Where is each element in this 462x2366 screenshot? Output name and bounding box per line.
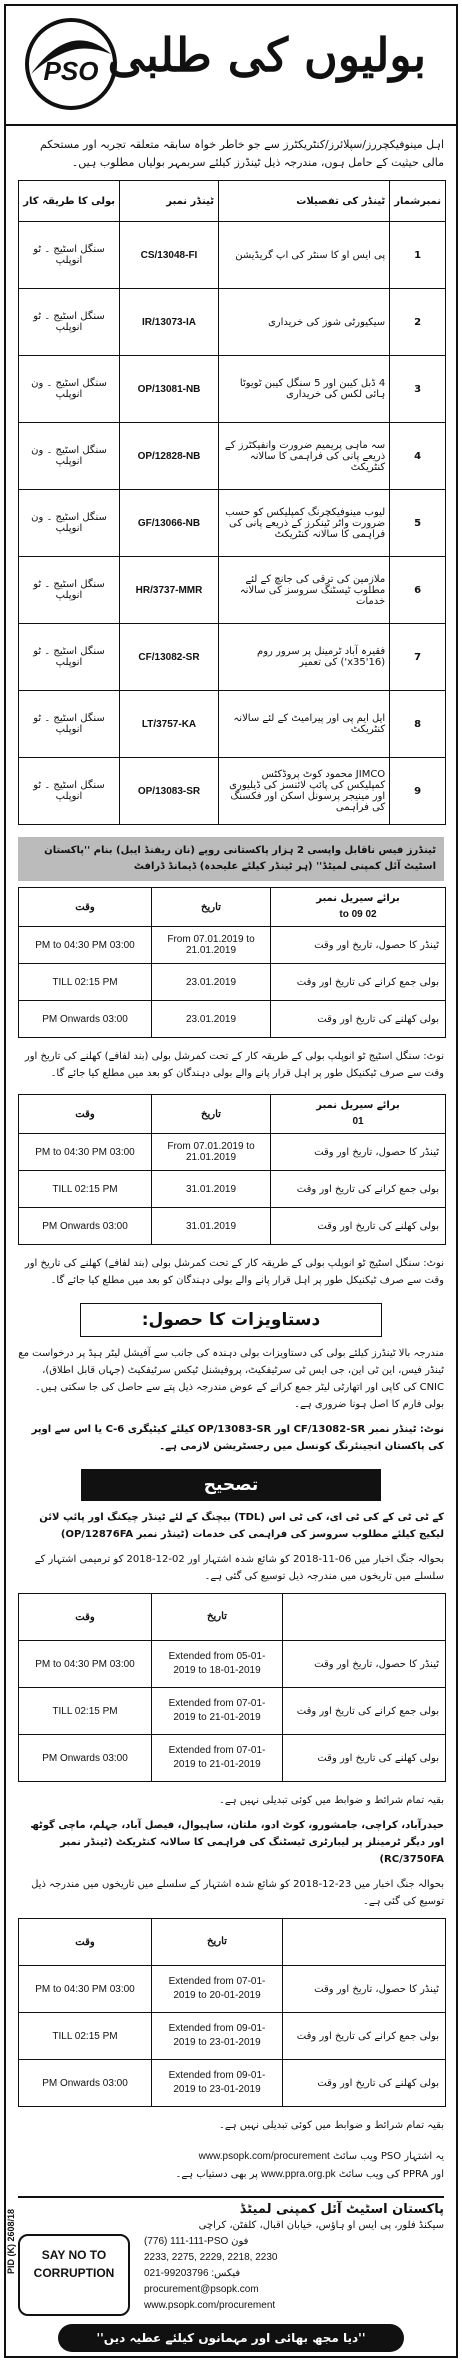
schedule-date: Extended from 05-01-2019 to 18-01-2019	[152, 1641, 283, 1688]
tender-desc: لیوب مینوفیکچرنگ کمپلیکس کو حسب ضرورت واٹر ٹینکرز کے ذریعے پانی کی فراہمی کا سالانہ کنٹریکٹ	[219, 490, 390, 557]
tender-sr: 7	[390, 624, 446, 691]
correction-note-2: بقیہ تمام شرائط و ضوابط میں کوئی تبدیلی نہیں ہے۔	[219, 2120, 444, 2131]
schedule-label: بولی کھلنے کی تاریخ اور وقت	[271, 1001, 446, 1038]
schedule-a	[18, 887, 446, 1038]
serial-value: 02 to 09	[339, 909, 377, 920]
footer-slogan: ''دیا مجھ بھائی اور مہمانوں کیلئے عطیہ دیں''	[58, 2324, 404, 2352]
tender-notice	[4, 4, 458, 2358]
footer	[6, 2196, 444, 2358]
correction-title: تصحیح	[81, 1469, 381, 1501]
schedule-row	[19, 1134, 446, 1171]
col-sr: نمبرشمار	[390, 181, 446, 222]
schedule-row	[19, 1641, 446, 1688]
schedule-date: From 07.01.2019 to 21.01.2019	[152, 927, 271, 964]
schedule-a-note: نوٹ: سنگل اسٹیج ٹو انوپلپ بولی کے طریقہ کار کے تحت کمرشل بولی (بند لفافے) کھلنے کی تاریخ اور وقت سے صرف ٹیکنیکل طور پر اہل قرار پانے والے بولی دہندگان کو بعد میں مطلع کیا جائے گا۔	[24, 1051, 444, 1079]
schedule-row	[19, 1001, 446, 1038]
tender-procedure: سنگل اسٹیج ۔ ٹو انوپلپ	[19, 557, 120, 624]
tender-number: GF/13066-NB	[120, 490, 219, 557]
correction-schedule-1	[18, 1593, 446, 1782]
correction-para-1-sub: بحوالہ جنگ اخبار میں 06-11-2018 کو شائع شدہ اشتہار اور 02-12-2018 کو ترمیمی اشتہار کے سلسلے میں تاریخوں میں مندرجہ ذیل توسیع کی گئی ہے۔	[34, 1554, 444, 1582]
serial-label: برائے سیریل نمبر	[316, 1100, 400, 1111]
tender-number: LT/3757-KA	[120, 691, 219, 758]
schedule-row	[19, 964, 446, 1001]
tender-desc: فقیرہ آباد ٹرمینل پر سرور روم (16'x35') کی تعمیر	[219, 624, 390, 691]
table-row	[19, 557, 446, 624]
tender-desc: پی ایس او کا سنٹر کی اپ گریڈیشن	[219, 222, 390, 289]
schedule-label: ٹینڈر کا حصول، تاریخ اور وقت	[283, 1641, 446, 1688]
schedule-time: 03:00 PM to 04:30 PM	[19, 927, 152, 964]
tender-desc: ملازمین کی ترقی کی جانچ کے لئے مطلوب ٹیسٹنگ سروسز کی سالانہ خدمات	[219, 557, 390, 624]
web-line2-suffix: پر بھی دستیاب ہے۔	[175, 2169, 258, 2180]
schedule-label: بولی جمع کرانے کی تاریخ اور وقت	[283, 2013, 446, 2060]
tender-procedure: سنگل اسٹیج ۔ ٹو انوپلپ	[19, 222, 120, 289]
tender-sr: 1	[390, 222, 446, 289]
tender-sr: 3	[390, 356, 446, 423]
schedule-label: بولی جمع کرانے کی تاریخ اور وقت	[283, 1688, 446, 1735]
table-row	[19, 222, 446, 289]
correction-para-2: حیدرآباد، کراچی، جامشورو، کوٹ ادو، ملتان، ساہیوال، فیصل آباد، جہلم، ماچی گوٹھ اور دیگر ٹرمینلز پر لیبارٹری ٹیسٹنگ کی فراہمی کا سالانہ کنٹریکٹ (ٹینڈر نمبر RC/3750FA)	[30, 1820, 444, 1865]
tender-number: OP/13083-SR	[120, 758, 219, 825]
tender-desc: سہ ماہی پریمیم ضرورت وانفیکٹرز کے ذریعے پانی کی فراہمی کا سالانہ کنٹریکٹ	[219, 423, 390, 490]
corr1-time-head: وقت	[19, 1594, 152, 1641]
schedule-label: بولی جمع کرانے کی تاریخ اور وقت	[271, 964, 446, 1001]
schedule-row	[19, 1735, 446, 1782]
company-name: پاکستان اسٹیٹ آئل کمپنی لمیٹڈ	[239, 2202, 444, 2217]
tender-table	[18, 180, 446, 825]
tender-desc: سیکیورٹی شوز کی خریداری	[219, 289, 390, 356]
schedule-row	[19, 1688, 446, 1735]
corr2-label-head	[283, 1919, 446, 1966]
tender-number: HR/3737-MMR	[120, 557, 219, 624]
schedule-a-time-head: وقت	[19, 888, 152, 927]
schedule-date: 31.01.2019	[152, 1171, 271, 1208]
tender-number: IR/13073-IA	[120, 289, 219, 356]
schedule-time: 03:00 PM to 04:30 PM	[19, 1966, 152, 2013]
svg-text:PSO: PSO	[43, 56, 99, 86]
schedule-row	[19, 1208, 446, 1245]
correction-note-1: بقیہ تمام شرائط و ضوابط میں کوئی تبدیلی نہیں ہے۔	[219, 1795, 444, 1806]
tender-number: CF/13082-SR	[120, 624, 219, 691]
schedule-row	[19, 2013, 446, 2060]
schedule-label: ٹینڈر کا حصول، تاریخ اور وقت	[271, 1134, 446, 1171]
tender-procedure: سنگل اسٹیج ۔ ٹو انوپلپ	[19, 289, 120, 356]
schedule-date: Extended from 09-01-2019 to 23-01-2019	[152, 2060, 283, 2107]
header	[6, 6, 456, 126]
schedule-row	[19, 927, 446, 964]
schedule-time: 03:00 PM to 04:30 PM	[19, 1134, 152, 1171]
web-link-pso[interactable]: www.psopk.com/procurement	[198, 2151, 330, 2162]
schedule-date: Extended from 07-01-2019 to 20-01-2019	[152, 1966, 283, 2013]
schedule-date: Extended from 09-01-2019 to 23-01-2019	[152, 2013, 283, 2060]
schedule-time: 03:00 PM to 04:30 PM	[19, 1641, 152, 1688]
tender-number: CS/13048-FI	[120, 222, 219, 289]
tender-desc: JIMCO محمود کوٹ پروڈکٹس کمپلیکس کی پائپ لائنسز کی ڈیلیوری اور مینیجر پرسونل اسکن اور فکسنگ کی فراہمی	[219, 758, 390, 825]
page-title: بولیوں کی طلبی	[107, 28, 426, 82]
pid-number: PID (K) 2608/18	[6, 2208, 16, 2274]
schedule-date: Extended from 07-01-2019 to 21-01-2019	[152, 1688, 283, 1735]
schedule-time: TILL 02:15 PM	[19, 1688, 152, 1735]
schedule-date: 23.01.2019	[152, 1001, 271, 1038]
correction-para-1: کے ٹی ٹی کے کی ٹی ای، کی ٹی اس (TDL) بیچنگ کے لئے ٹینڈر چیکنگ اور پائپ لائن لیکیج کیلئے مطلوب سروسز کی فراہمی کی خدمات (ٹینڈر نمبر OP/12876FA)	[39, 1512, 444, 1540]
schedule-row	[19, 1966, 446, 2013]
company-contact	[144, 2202, 444, 2314]
company-website[interactable]: www.psopk.com/procurement	[144, 2300, 276, 2311]
documents-text: مندرجہ بالا ٹینڈرز کیلئے بولی کی دستاویزات بولی دہندہ کی جانب سے آفیشل لیٹر ہیڈ پر درخواست مع ٹینڈر فیس، این ٹی این، جی ایس ٹی سرٹیفکیٹ، پروفیشنل ٹیکس سرٹیفکیٹ (جہاں قابل اطلاق)، CNIC کی کاپی اور اتھارٹی لیٹر جمع کرانے کے عوض مندرجہ ذیل پتے سے حاصل کی جا سکتی ہیں۔ بولی فارم کا اصل ہونا ضروری ہے۔	[18, 1348, 444, 1410]
schedule-a-date-head: تاریخ	[152, 888, 271, 927]
schedule-label: ٹینڈر کا حصول، تاریخ اور وقت	[271, 927, 446, 964]
schedule-time: 03:00 PM Onwards	[19, 1735, 152, 1782]
table-row	[19, 691, 446, 758]
tender-number: OP/12828-NB	[120, 423, 219, 490]
tender-number: OP/13081-NB	[120, 356, 219, 423]
schedule-label: ٹینڈر کا حصول، تاریخ اور وقت	[283, 1966, 446, 2013]
col-procedure: بولی کا طریقہ کار	[19, 181, 120, 222]
web-link-ppra[interactable]: www.ppra.org.pk	[261, 2169, 336, 2180]
schedule-date: From 07.01.2019 to 21.01.2019	[152, 1134, 271, 1171]
tender-sr: 5	[390, 490, 446, 557]
schedule-label: بولی کھلنے کی تاریخ اور وقت	[271, 1208, 446, 1245]
tender-procedure: سنگل اسٹیج ۔ ون انوپلپ	[19, 423, 120, 490]
tender-sr: 8	[390, 691, 446, 758]
schedule-time: TILL 02:15 PM	[19, 2013, 152, 2060]
schedule-time: TILL 02:15 PM	[19, 964, 152, 1001]
website-note	[18, 2148, 444, 2184]
tender-sr: 4	[390, 423, 446, 490]
table-row	[19, 624, 446, 691]
schedule-a-serial	[271, 888, 446, 927]
schedule-b-note: نوٹ: سنگل اسٹیج ٹو انوپلپ بولی کے طریقہ کار کے تحت کمرشل بولی (بند لفافے) کھلنے کی تاریخ اور وقت سے صرف ٹیکنیکل طور پر اہل قرار پانے والے بولی دہندگان کو بعد میں مطلع کیا جائے گا۔	[24, 1258, 444, 1286]
schedule-b-date-head: تاریخ	[152, 1095, 271, 1134]
serial-value: 01	[352, 1116, 364, 1127]
tender-procedure: سنگل اسٹیج ۔ ٹو انوپلپ	[19, 758, 120, 825]
schedule-b-time-head: وقت	[19, 1095, 152, 1134]
web-line2-text: اور PPRA کی ویب سائٹ	[338, 2169, 444, 2180]
intro-text: اہل مینوفیکچررز/سپلائرز/کنٹریکٹرز سے جو خاطر خواہ سابقہ متعلقہ تجربہ اور مستحکم مالی حیثیت کے حامل ہوں، مندرجہ ذیل ٹینڈرز کیلئے سربمہر بولیاں مطلوب ہیں۔	[39, 138, 444, 169]
corr1-label-head	[283, 1594, 446, 1641]
company-phone-ext: 2233, 2275, 2229, 2218, 2230	[144, 2252, 278, 2263]
table-row	[19, 423, 446, 490]
schedule-label: بولی کھلنے کی تاریخ اور وقت	[283, 2060, 446, 2107]
serial-label: برائے سیریل نمبر	[316, 893, 400, 904]
tender-sr: 9	[390, 758, 446, 825]
schedule-label: بولی کھلنے کی تاریخ اور وقت	[283, 1735, 446, 1782]
schedule-date: 31.01.2019	[152, 1208, 271, 1245]
schedule-row	[19, 1171, 446, 1208]
col-tender-no: ٹینڈر نمبر	[120, 181, 219, 222]
schedule-time: 03:00 PM Onwards	[19, 2060, 152, 2107]
company-phone: (776) 111-111-PSO فون	[144, 2236, 249, 2247]
tender-desc: ایل ایم پی اور پیرامیٹ کے لئے سالانہ کنٹریکٹ	[219, 691, 390, 758]
schedule-date: 23.01.2019	[152, 964, 271, 1001]
schedule-time: 03:00 PM Onwards	[19, 1208, 152, 1245]
corr2-time-head: وقت	[19, 1919, 152, 1966]
correction-schedule-2	[18, 1918, 446, 2107]
schedule-b-serial	[271, 1095, 446, 1134]
table-row	[19, 356, 446, 423]
schedule-row	[19, 2060, 446, 2107]
say-no-to-corruption-badge: SAY NO TO CORRUPTION	[18, 2234, 130, 2316]
web-line1-text: یہ اشتہار PSO ویب سائٹ	[333, 2151, 444, 2162]
tender-procedure: سنگل اسٹیج ۔ ون انوپلپ	[19, 490, 120, 557]
documents-title: دستاویزات کا حصول:	[80, 1303, 382, 1337]
corr2-date-head: تاریخ	[152, 1919, 283, 1966]
table-row	[19, 490, 446, 557]
tender-desc: 4 ڈبل کیبن اور 5 سنگل کیبن ٹویوٹا ہائی لکس کی خریداری	[219, 356, 390, 423]
schedule-time: 03:00 PM Onwards	[19, 1001, 152, 1038]
table-row	[19, 758, 446, 825]
tender-sr: 2	[390, 289, 446, 356]
company-email[interactable]: procurement@psopk.com	[144, 2284, 259, 2295]
table-row	[19, 289, 446, 356]
correction-para-2-sub: بحوالہ جنگ اخبار میں 23-12-2018 کو شائع شدہ اشتہار کے سلسلے میں تاریخوں میں مندرجہ ذیل توسیع کی گئی ہے۔	[31, 1879, 444, 1907]
schedule-date: Extended from 07-01-2019 to 21-01-2019	[152, 1735, 283, 1782]
schedule-label: بولی جمع کرانے کی تاریخ اور وقت	[271, 1171, 446, 1208]
tender-sr: 6	[390, 557, 446, 624]
company-address: سیکنڈ فلور، پی ایس او ہاؤس، خیابان اقبال، کلفٹن، کراچی	[198, 2220, 444, 2231]
documents-note: نوٹ: ٹینڈر نمبر CF/13082-SR اور OP/13083-SR کیلئے کیٹیگری C-6 یا اس سے اوپر کی پاکستان انجینئرنگ کونسل میں رجسٹریشن لازمی ہے۔	[31, 1424, 444, 1452]
schedule-b	[18, 1094, 446, 1245]
schedule-time: TILL 02:15 PM	[19, 1171, 152, 1208]
col-desc: ٹینڈر کی تفصیلات	[219, 181, 390, 222]
tender-fee-note: ٹینڈرز فیس ناقابل واپسی 2 ہزار پاکستانی روپے (نان ریفنڈ ایبل) بنام ''پاکستان اسٹیٹ آئل کمپنی لمیٹڈ'' (ہر ٹینڈر کیلئے علیحدہ) ڈیمانڈ ڈرافٹ	[18, 837, 444, 881]
tender-procedure: سنگل اسٹیج ۔ ٹو انوپلپ	[19, 624, 120, 691]
company-fax: 021-99203796 :فیکس	[144, 2268, 241, 2279]
corr1-date-head: تاریخ	[152, 1594, 283, 1641]
tender-procedure: سنگل اسٹیج ۔ ون انوپلپ	[19, 356, 120, 423]
tender-procedure: سنگل اسٹیج ۔ ٹو انوپلپ	[19, 691, 120, 758]
